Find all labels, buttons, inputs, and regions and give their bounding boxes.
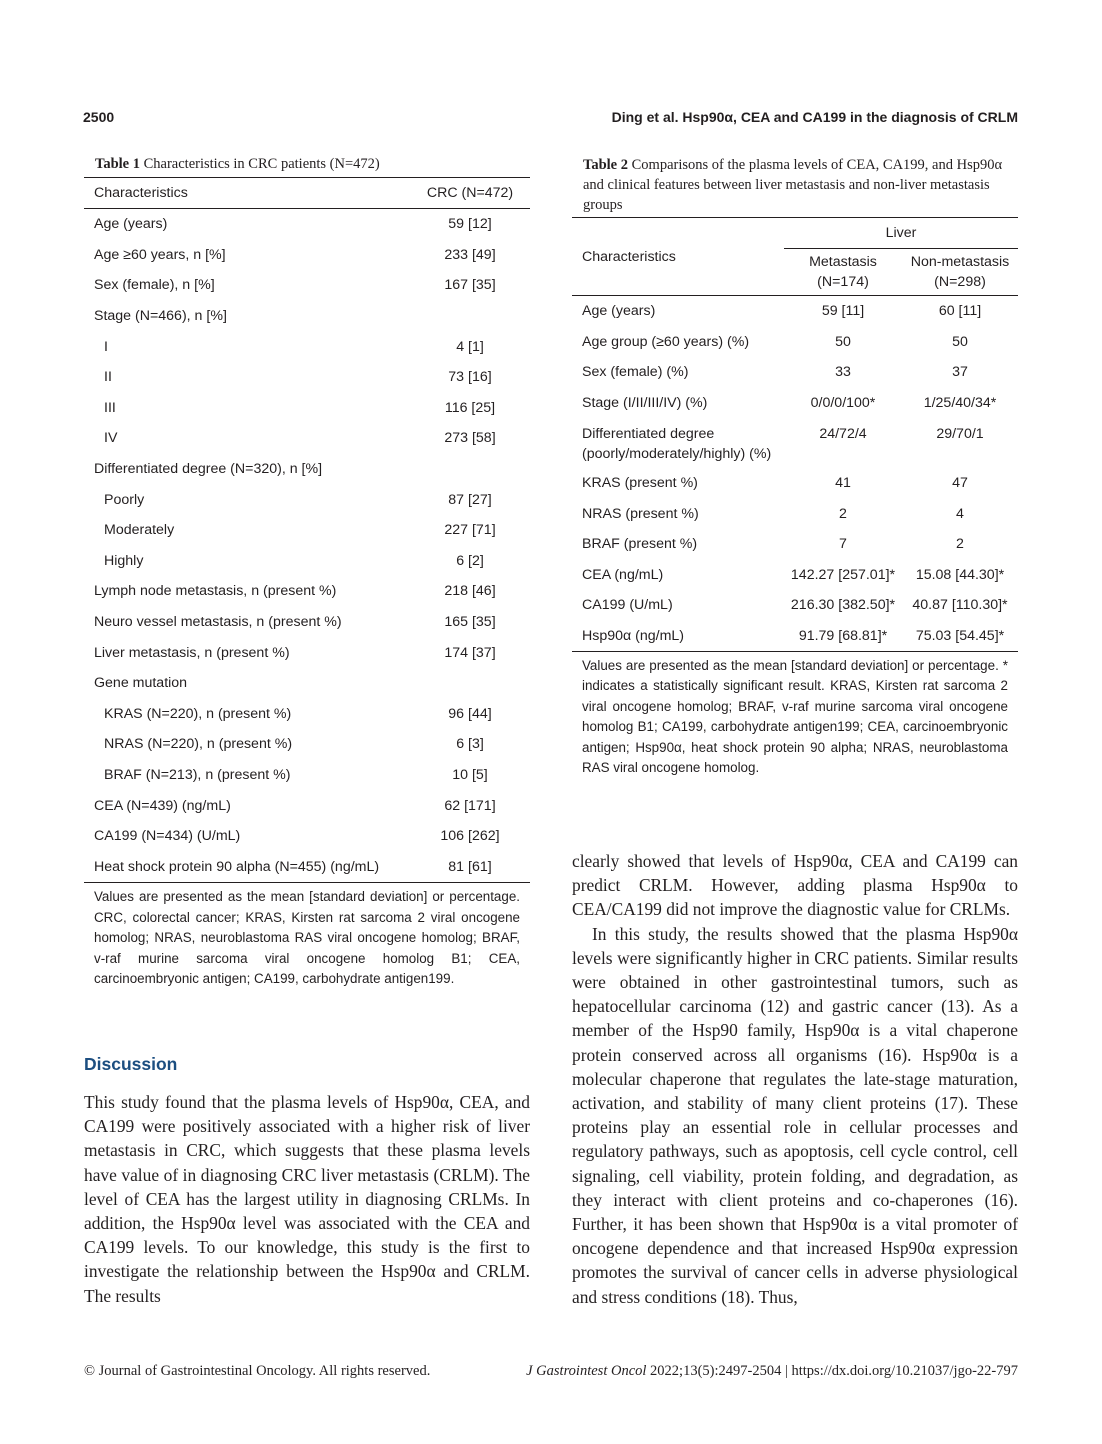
- table-row: [84, 729, 530, 760]
- table-1-col-crc: CRC (N=472): [426, 185, 514, 201]
- table-row: [84, 393, 530, 424]
- table-cell-label-text: Stage (I/II/III/IV) (%): [582, 394, 708, 411]
- table-2-caption-text: Comparisons of the plasma levels of CEA, CA199, and Hsp90α and clinical features between liver metastasis and non-liver metastasis groups: [583, 157, 1003, 213]
- table-row: [84, 362, 530, 393]
- table-cell-label: Sex (female), n [%]: [94, 277, 215, 294]
- table-2-label: Table 2: [583, 157, 628, 173]
- table-cell-label: BRAF (N=213), n (present %): [104, 766, 291, 783]
- table-cell-label-text: Sex (female) (%): [582, 364, 689, 381]
- table-1-note: Values are presented as the mean [standard deviation] or percentage. CRC, colorectal cancer; KRAS, Kirsten rat sarcoma 2 viral oncogene homolog; NRAS, neuroblastoma RAS viral oncogene homolog; BRAF, v-raf murine sarcoma viral oncogene homolog B1; CEA, carcinoembryonic antigen; CA199, carbohydrate antigen199.: [94, 889, 520, 987]
- table-cell-value: 165 [35]: [444, 614, 496, 631]
- table-cell-non-metastasis: 15.08 [44.30]*: [915, 566, 1005, 583]
- table-cell-metastasis: 2: [839, 505, 847, 522]
- footer-journal: J Gastrointest Oncol: [526, 1363, 647, 1379]
- table-row: [572, 468, 1018, 499]
- table-2-group-header-row: [572, 218, 1018, 249]
- table-row: [572, 388, 1018, 419]
- footer-citation: [526, 1363, 1018, 1380]
- table-1-caption: [95, 155, 530, 173]
- table-cell-metastasis: 91.79 [68.81]*: [798, 627, 888, 644]
- table-cell-value: 81 [61]: [448, 858, 492, 875]
- table-cell-value: 116 [25]: [444, 399, 496, 416]
- table-row: [572, 418, 1018, 468]
- table-cell-label: Lymph node metastasis, n (present %): [94, 583, 337, 600]
- table-cell-metastasis: 50: [835, 333, 851, 350]
- table-2-grid: [572, 217, 1018, 651]
- table-row: [84, 576, 530, 607]
- table-cell-value: [410, 454, 530, 485]
- table-cell-non-metastasis: 50: [952, 333, 968, 350]
- table-cell-label: Liver metastasis, n (present %): [94, 644, 290, 661]
- table-cell-label: Highly: [104, 552, 144, 569]
- table-2-col-non-metastasis-label: Non-metastasis: [910, 254, 1010, 270]
- table-cell-label-text-2: (poorly/moderately/highly) (%): [582, 446, 772, 462]
- table-row: [84, 240, 530, 271]
- table-row: [84, 637, 530, 668]
- table-cell-label: KRAS (N=220), n (present %): [104, 705, 292, 722]
- table-row: [84, 270, 530, 301]
- table-cell-label: [572, 327, 784, 358]
- table-cell-value: 167 [35]: [444, 277, 496, 294]
- table-cell-value: 6 [2]: [456, 552, 484, 569]
- table-cell-label: Moderately: [104, 522, 175, 539]
- table-cell-metastasis: 0/0/0/100*: [810, 394, 876, 411]
- table-1-col-characteristics: Characteristics: [94, 185, 188, 201]
- table-cell-label: [572, 418, 784, 468]
- table-cell-value: 218 [46]: [444, 583, 496, 600]
- footer-copyright: © Journal of Gastrointestinal Oncology. All rights reserved.: [84, 1363, 431, 1379]
- table-cell-metastasis: 33: [835, 364, 851, 381]
- table-2-body: [572, 296, 1018, 652]
- table-cell-metastasis: 216.30 [382.50]*: [790, 597, 896, 614]
- table-cell-value: 10 [5]: [452, 766, 488, 783]
- page-number: 2500: [83, 109, 115, 125]
- table-cell-value: 273 [58]: [444, 430, 496, 447]
- discussion-paragraph-1: This study found that the plasma levels of Hsp90α, CEA, and CA199 were positively associated with a higher risk of liver metastasis in CRC, which suggests that these plasma levels have value of in diagnosing CRC liver metastasis (CRLM). The level of CEA has the largest utility in diagnosing CRLMs. In addition, the Hsp90α level was associated with the CEA and CA199 levels. To our knowledge, this study is the first to investigate the relationship between the Hsp90α and CRLM. The results: [84, 1092, 530, 1306]
- table-2-group-liver: Liver: [784, 218, 1018, 249]
- table-1-label: Table 1: [95, 156, 140, 172]
- discussion-right-column: [572, 849, 1018, 1309]
- table-1-caption-text: Characteristics in CRC patients (N=472): [143, 156, 380, 172]
- table-cell-label: [572, 499, 784, 530]
- table-row: [84, 699, 530, 730]
- table-row: [572, 590, 1018, 621]
- table-cell-label: [572, 621, 784, 652]
- table-cell-label-text: KRAS (present %): [582, 475, 698, 492]
- table-cell-label: II: [104, 369, 112, 386]
- table-cell-non-metastasis: 29/70/1: [936, 426, 984, 442]
- table-cell-value: 227 [71]: [444, 522, 496, 539]
- table-row: [84, 454, 530, 485]
- table-1-header-row: [84, 178, 530, 209]
- table-row: [84, 668, 530, 699]
- table-row: [84, 821, 530, 852]
- discussion-paragraph-2: clearly showed that levels of Hsp90α, CEA and CA199 can predict CRLM. However, adding plasma Hsp90α to CEA/CA199 did not improve the diagnostic value for CRLMs.: [572, 851, 1018, 920]
- table-cell-label-text: Age (years): [582, 303, 656, 320]
- table-cell-label: Poorly: [104, 491, 145, 508]
- table-cell-value: 59 [12]: [448, 216, 492, 233]
- table-cell-label: Stage (N=466), n [%]: [94, 308, 227, 325]
- table-cell-value: 233 [49]: [444, 246, 496, 263]
- discussion-left-column: [84, 1090, 530, 1308]
- table-cell-non-metastasis: 40.87 [110.30]*: [912, 597, 1008, 614]
- table-cell-label: Differentiated degree (N=320), n [%]: [94, 461, 323, 478]
- discussion-heading: Discussion: [84, 1054, 178, 1074]
- table-row: [84, 484, 530, 515]
- table-cell-label: I: [104, 338, 108, 355]
- table-row: [572, 357, 1018, 388]
- table-2-col-metastasis: [784, 249, 902, 296]
- table-cell-value: 87 [27]: [448, 491, 492, 508]
- table-cell-value: 62 [171]: [444, 797, 496, 814]
- table-2: [572, 155, 1018, 778]
- table-cell-non-metastasis: 47: [952, 475, 968, 492]
- table-cell-value: 106 [262]: [440, 828, 500, 845]
- table-cell-label: Heat shock protein 90 alpha (N=455) (ng/mL): [94, 858, 380, 875]
- table-cell-non-metastasis: 2: [956, 536, 964, 553]
- table-cell-metastasis: 7: [839, 536, 847, 553]
- table-cell-value: [410, 668, 530, 699]
- table-cell-label: [572, 357, 784, 388]
- table-1-body: [84, 209, 530, 883]
- table-cell-label-text: CA199 (U/mL): [582, 597, 673, 614]
- table-2-col-non-metastasis: [902, 249, 1018, 296]
- table-2-caption: [583, 155, 1018, 215]
- table-row: [572, 327, 1018, 358]
- table-cell-label: [572, 590, 784, 621]
- table-cell-label: IV: [104, 430, 118, 447]
- table-row: [84, 760, 530, 791]
- table-cell-label: [572, 388, 784, 419]
- table-cell-label: Neuro vessel metastasis, n (present %): [94, 614, 342, 631]
- table-1-grid: [84, 177, 530, 882]
- table-2-col-characteristics: Characteristics: [582, 248, 676, 265]
- table-cell-non-metastasis: 4: [956, 505, 964, 522]
- table-row: [84, 331, 530, 362]
- running-title: Ding et al. Hsp90α, CEA and CA199 in the diagnosis of CRLM: [611, 109, 1018, 125]
- table-cell-non-metastasis: 37: [952, 364, 968, 381]
- table-row: [84, 515, 530, 546]
- table-row: [572, 621, 1018, 652]
- table-cell-label: Age (years): [94, 216, 168, 233]
- table-cell-label-text: BRAF (present %): [582, 536, 698, 553]
- table-cell-value: 96 [44]: [448, 705, 492, 722]
- table-row: [572, 499, 1018, 530]
- table-row: [572, 529, 1018, 560]
- table-1: [84, 155, 530, 990]
- table-cell-label: Gene mutation: [94, 675, 188, 692]
- table-cell-label: [572, 529, 784, 560]
- table-cell-label: Age ≥60 years, n [%]: [94, 246, 226, 263]
- table-2-col-non-metastasis-n: (N=298): [934, 274, 986, 290]
- table-row: [84, 607, 530, 638]
- table-cell-label: CEA (N=439) (ng/mL): [94, 797, 231, 814]
- table-row: [84, 209, 530, 240]
- table-cell-metastasis: 142.27 [257.01]*: [790, 566, 896, 583]
- table-cell-metastasis: 59 [11]: [821, 303, 865, 320]
- table-cell-label: [572, 296, 784, 327]
- table-cell-label: CA199 (N=434) (U/mL): [94, 828, 241, 845]
- table-cell-value: 174 [37]: [444, 644, 496, 661]
- table-cell-value: [410, 301, 530, 332]
- table-row: [84, 301, 530, 332]
- table-cell-label-text: NRAS (present %): [582, 505, 699, 522]
- table-cell-label: III: [104, 399, 116, 416]
- footer-citation-text: 2022;13(5):2497-2504 | https://dx.doi.org/10.21037/jgo-22-797: [650, 1363, 1018, 1379]
- table-cell-label: [572, 468, 784, 499]
- table-cell-metastasis: 24/72/4: [819, 426, 867, 442]
- table-2-note: Values are presented as the mean [standard deviation] or percentage. * indicates a statistically significant result. KRAS, Kirsten rat sarcoma 2 viral oncogene homolog; BRAF, v-raf murine sarcoma viral oncogene homolog B1; CA199, carbohydrate antigen199; CEA, carcinoembryonic antigen; Hsp90α, heat shock protein 90 alpha; NRAS, neuroblastoma RAS viral oncogene homolog.: [582, 658, 1008, 776]
- table-cell-label-text: Hsp90α (ng/mL): [582, 627, 685, 644]
- table-cell-value: 73 [16]: [448, 369, 492, 386]
- table-cell-label-text: Differentiated degree: [582, 426, 715, 442]
- discussion-paragraph-3: In this study, the results showed that the plasma Hsp90α levels were significantly higher in CRC patients. Similar results were obtained in other gastrointestinal tumors, such as hepatocellular carcinoma (12) and gastric cancer (13). As a member of the Hsp90 family, Hsp90α is a vital chaperone protein conserved across all organisms (16). Hsp90α is a molecular chaperone that regulates the late-stage maturation, activation, and stability of many client proteins (17). These proteins play an essential role in cellular processes and regulatory pathways, such as apoptosis, cell cycle control, cell signaling, cell viability, protein folding, and degradation, as they interact with client proteins and co-chaperones (16). Further, it has been shown that Hsp90α is a vital promoter of oncogene dependence and that increased Hsp90α expression promotes the survival of cancer cells in adverse physiological and stress conditions (18). Thus,: [572, 923, 1018, 1307]
- table-2-col-metastasis-n: (N=174): [817, 274, 869, 290]
- table-row: [84, 851, 530, 882]
- table-row: [84, 546, 530, 577]
- table-cell-label: [572, 560, 784, 591]
- table-cell-label-text: Age group (≥60 years) (%): [582, 333, 750, 350]
- table-row: [572, 560, 1018, 591]
- table-2-col-metastasis-label: Metastasis: [809, 254, 877, 270]
- table-cell-label-text: CEA (ng/mL): [582, 566, 664, 583]
- table-cell-label: NRAS (N=220), n (present %): [104, 736, 293, 753]
- table-row: [84, 790, 530, 821]
- table-row: [84, 423, 530, 454]
- table-row: [572, 296, 1018, 327]
- table-cell-non-metastasis: 75.03 [54.45]*: [915, 627, 1005, 644]
- table-cell-non-metastasis: 1/25/40/34*: [923, 394, 997, 411]
- table-cell-value: 4 [1]: [456, 338, 484, 355]
- table-cell-non-metastasis: 60 [11]: [938, 303, 982, 320]
- table-cell-value: 6 [3]: [456, 736, 484, 753]
- table-cell-metastasis: 41: [835, 475, 851, 492]
